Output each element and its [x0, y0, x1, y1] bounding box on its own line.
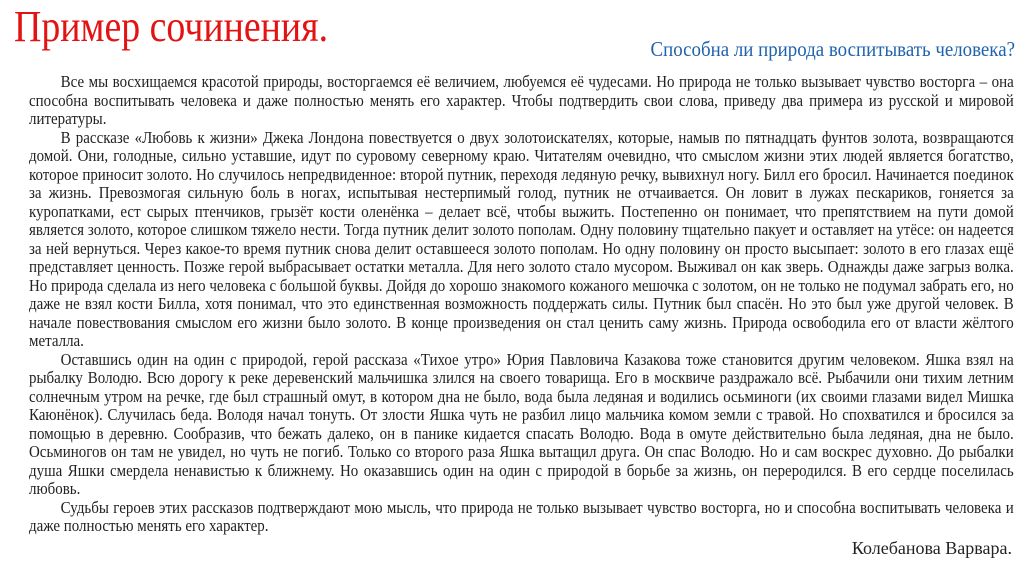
essay-body — [29, 73, 1014, 536]
paragraph-intro: Все мы восхищаемся красотой природы, восторгаемся её величием, любуемся её чудесами. Но природа не только вызывает чувство восторга – она способна воспитывать человека и даже полностью менять его характер. Чтобы подтвердить свои слова, приведу два примера из русской и мировой литературы. — [29, 72, 1014, 128]
slide-title: Пример сочинения. — [14, 2, 329, 51]
essay-body-wrapper — [29, 73, 1014, 536]
author-signature: Колебанова Варвара. — [851, 537, 1012, 558]
paragraph-conclusion: Судьбы героев этих рассказов подтверждают мою мысль, что природа не только вызывает чувство восторга, но и способна воспитывать человека и даже полностью менять его характер. — [29, 497, 1014, 535]
paragraph-london: В рассказе «Любовь к жизни» Джека Лондона повествуется о двух золотоискателях, которые, намыв по пятнадцать фунтов золота, возвращаются домой. Они, голодные, сильно уставшие, идут по суровому северному краю. Читателям очевидно, что смыслом жизни этих людей является богатство, которое приносит золото. Но случилось непредвиденное: второй путник, переходя ледяную речку, вывихнул ногу. Билл его бросил. Начинается поединок за жизнь. Превозмогая сильную боль в ногах, испытывая нестерпимый голод, путник не отчаивается. Он ловит в лужах пескариков, гоняется за куропатками, ест сырых птенчиков, грызёт кости оленёнка – делает всё, чтобы выжить. Постепенно он понимает, что препятствием на пути домой является золото, которое слишком тяжело нести. Тогда путник делит золото пополам. Одну половину тщательно пакует и оставляет на утёсе: он надеется за ней вернуться. Через какое-то время путник снова делит оставшееся золото пополам. Но одну половину он просто высыпает: золото в его глазах ещё представляет ценность. Позже герой выбрасывает остатки металла. Для него золото стало мусором. Выживал он как зверь. Однажды даже загрыз волка. Но природа сделала из него человека с большой буквы. Дойдя до хорошо знакомого кожаного мешочка с золотом, он не только не подумал забрать его, но даже не взял кости Билла, хотя понимал, что это единственная возможность поддержать силы. Путник был спасён. Но это был уже другой человек. В начале повествования смыслом его жизни было золото. В конце произведения он стал ценить саму жизнь. Природа освободила его от власти жёлтого металла. — [29, 127, 1014, 350]
paragraph-kazakov: Оставшись один на один с природой, герой рассказа «Тихое утро» Юрия Павловича Казакова тоже становится другим человеком. Яшка взял на рыбалку Володю. Всю дорогу к реке деревенский мальчишка злился на своего товарища. Его в москвиче раздражало всё. Рыбачили они тихим летним солнечным утром на речке, где был страшный омут, в котором дна не было, вода была ледяная и водились осьминоги (их своими глазами видел Мишка Каюнёнок). Случилась беда. Володя начал тонуть. От злости Яшка чуть не разбил лицо мальчика комом земли с травой. Но спохватился и бросился за помощью в деревню. Сообразив, что бежать далеко, он в панике кидается спасать Володю. Вода в омуте действительно была ледяная, дна не было. Осьминогов он там не увидел, но чуть не погиб. Только со второго раза Яшка вытащил друга. Он спас Володю. Но и сам воскрес духовно. До рыбалки душа Яшки смердела ненавистью к ближнему. Но оказавшись один на один с природой в борьбе за жизнь, он переродился. В его сердце поселилась любовь. — [29, 349, 1014, 498]
essay-content — [29, 73, 1014, 558]
essay-question: Способна ли природа воспитывать человека? — [650, 37, 1015, 61]
